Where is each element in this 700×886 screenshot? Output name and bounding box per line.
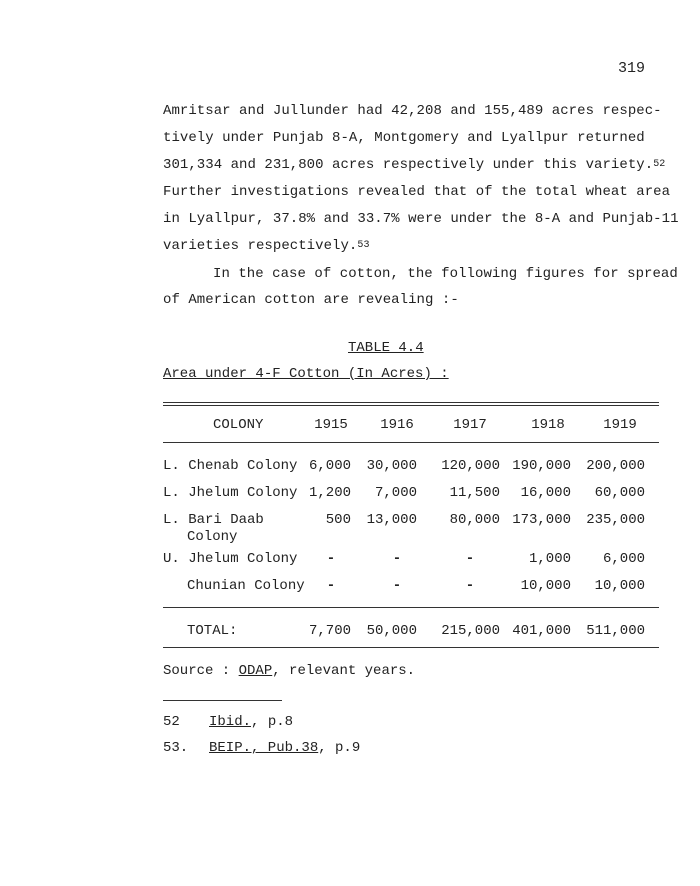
table-cell: - [392,551,402,567]
paragraph-line [163,130,645,146]
table-cell: 10,000 [520,578,571,594]
table-cell: 1,000 [528,551,571,567]
footnote-rest: , p.9 [318,740,361,756]
total-cell: 215,000 [441,623,500,639]
table-cell: 16,000 [520,485,571,501]
column-header: 1916 [380,417,414,433]
table-cell: 500 [325,512,351,528]
colony-name: Colony [187,529,238,545]
table-top-rule-2 [163,405,659,406]
colony-name: L. Bari Daab [163,512,264,528]
table-cell: 173,000 [512,512,571,528]
table-cell: - [465,578,475,594]
paragraph-line [163,211,679,227]
table-cell: 7,000 [374,485,417,501]
paragraph-line [213,266,678,282]
paragraph-line [163,157,665,173]
table-cell: 235,000 [586,512,645,528]
table-cell: 10,000 [594,578,645,594]
source-note [163,663,415,679]
footnote-ref: BEIP., Pub.38 [209,740,319,756]
column-header: 1919 [603,417,637,433]
footnote-ref: Ibid. [209,714,252,730]
table-cell: 11,500 [449,485,500,501]
total-cell: 401,000 [512,623,571,639]
footnote [163,740,360,756]
line-text: varieties respectively. [163,238,358,254]
colony-name: Chunian Colony [187,578,305,594]
total-cell: 511,000 [586,623,645,639]
footnote [163,714,293,730]
table-cell: - [326,578,336,594]
source-suffix: , relevant years. [272,663,416,679]
table-cell: 80,000 [449,512,500,528]
table-cell: - [392,578,402,594]
line-text: of American cotton are revealing :- [163,292,459,308]
table-header-rule [163,442,659,443]
column-header: 1918 [531,417,565,433]
total-label: TOTAL: [187,623,238,639]
table-cell: 120,000 [441,458,500,474]
column-header: COLONY [213,417,264,433]
table-label [348,340,424,356]
table-caption-text: Area under 4-F Cotton (In Acres) : [163,366,449,382]
footnote-marker: 52 [653,159,666,170]
table-cell: 6,000 [308,458,351,474]
table-bottom-rule [163,647,659,648]
table-cell: 60,000 [594,485,645,501]
footnote-rest: , p.8 [251,714,294,730]
table-cell: 13,000 [366,512,417,528]
source-ref: ODAP [238,663,273,679]
table-caption [163,366,449,382]
table-cell: 6,000 [602,551,645,567]
footnote-rule [163,700,282,701]
paragraph-line [163,292,459,308]
line-text: tively under Punjab 8-A, Montgomery and Lyallpur returned [163,130,645,146]
table-cell: 1,200 [308,485,351,501]
footnote-number: 52 [163,714,180,730]
line-text: Further investigations revealed that of the total wheat area [163,184,671,200]
page-number: 319 [618,60,646,77]
total-cell: 50,000 [366,623,417,639]
table-label-text: TABLE 4.4 [348,340,424,356]
line-text: Amritsar and Jullunder had 42,208 and 155,489 acres respec- [163,103,662,119]
line-text: 301,334 and 231,800 acres respectively under this variety. [163,157,654,173]
table-top-rule [163,402,659,403]
colony-name: U. Jhelum Colony [163,551,298,567]
column-header: 1917 [453,417,487,433]
line-text: In the case of cotton, the following figures for spread [213,266,678,282]
paragraph-line [163,103,662,119]
table-cell: 200,000 [586,458,645,474]
colony-name: L. Chenab Colony [163,458,298,474]
source-prefix: Source : [163,663,239,679]
table-cell: - [326,551,336,567]
colony-name: L. Jhelum Colony [163,485,298,501]
column-header: 1915 [314,417,348,433]
table-cell: 30,000 [366,458,417,474]
line-text: in Lyallpur, 37.8% and 33.7% were under the 8-A and Punjab-11 [163,211,679,227]
total-cell: 7,700 [308,623,351,639]
table-cell: - [465,551,475,567]
footnote-number: 53. [163,740,189,756]
paragraph-line [163,238,370,254]
table-cell: 190,000 [512,458,571,474]
paragraph-line [163,184,670,200]
footnote-marker: 53 [357,240,370,251]
table-body-rule [163,607,659,608]
